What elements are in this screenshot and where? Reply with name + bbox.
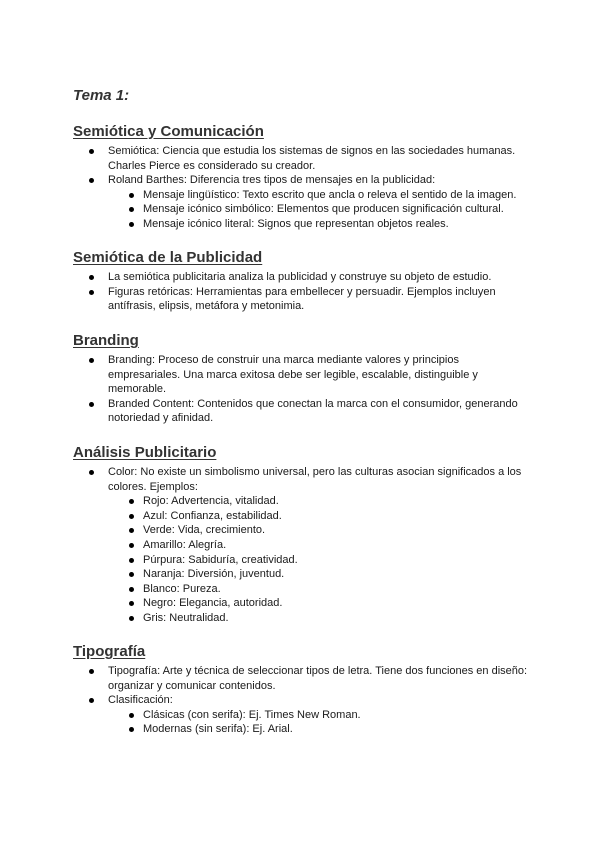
list-item: Clasificación: [73,693,533,708]
document-title: Tema 1: [73,87,130,104]
list-item: Color: No existe un simbolismo universal, pero las culturas asocian significados a los colores. Ejemplos: [73,465,533,494]
list-item: Mensaje lingüístico: Texto escrito que ancla o releva el sentido de la imagen. [73,188,533,203]
list-item: Roland Barthes: Diferencia tres tipos de mensajes en la publicidad: [73,173,533,188]
section-semiotica-publicidad [73,249,533,314]
list-item: Negro: Elegancia, autoridad. [73,596,533,611]
section-heading: Semiótica de la Publicidad [73,249,263,266]
section-tipografia [73,643,533,737]
section-heading: Semiótica y Comunicación [73,123,264,140]
section-semiotica-comunicacion [73,123,533,232]
list-item: Amarillo: Alegría. [73,538,533,553]
bullet-list [73,465,533,626]
section-analisis-publicitario [73,444,533,626]
section-heading: Análisis Publicitario [73,444,217,461]
list-item: Semiótica: Ciencia que estudia los sistemas de signos en las sociedades humanas. Charles Pierce es considerado su creador. [73,144,533,173]
list-item: Rojo: Advertencia, vitalidad. [73,494,533,509]
list-item: Azul: Confianza, estabilidad. [73,509,533,524]
list-item: Mensaje icónico literal: Signos que representan objetos reales. [73,217,533,232]
list-item: Modernas (sin serifa): Ej. Arial. [73,722,533,737]
bullet-list [73,270,533,314]
bullet-list [73,353,533,426]
bullet-list [73,144,533,232]
list-item: Mensaje icónico simbólico: Elementos que producen significación cultural. [73,202,533,217]
list-item: Blanco: Pureza. [73,582,533,597]
list-item: Verde: Vida, crecimiento. [73,523,533,538]
bullet-list [73,664,533,737]
list-item: Branded Content: Contenidos que conectan la marca con el consumidor, generando notoriedad y afinidad. [73,397,533,426]
list-item: La semiótica publicitaria analiza la publicidad y construye su objeto de estudio. [73,270,533,285]
list-item: Branding: Proceso de construir una marca mediante valores y principios empresariales. Una marca exitosa debe ser legible, escalable, distinguible y memorable. [73,353,533,397]
list-item: Figuras retóricas: Herramientas para embellecer y persuadir. Ejemplos incluyen antífrasis, elipsis, metáfora y metonimia. [73,285,533,314]
list-item: Tipografía: Arte y técnica de seleccionar tipos de letra. Tiene dos funciones en diseño: organizar y comunicar contenidos. [73,664,533,693]
list-item: Gris: Neutralidad. [73,611,533,626]
section-heading: Branding [73,332,139,349]
list-item: Clásicas (con serifa): Ej. Times New Roman. [73,708,533,723]
list-item: Púrpura: Sabiduría, creatividad. [73,553,533,568]
section-heading: Tipografía [73,643,146,660]
section-branding [73,332,533,426]
list-item: Naranja: Diversión, juventud. [73,567,533,582]
